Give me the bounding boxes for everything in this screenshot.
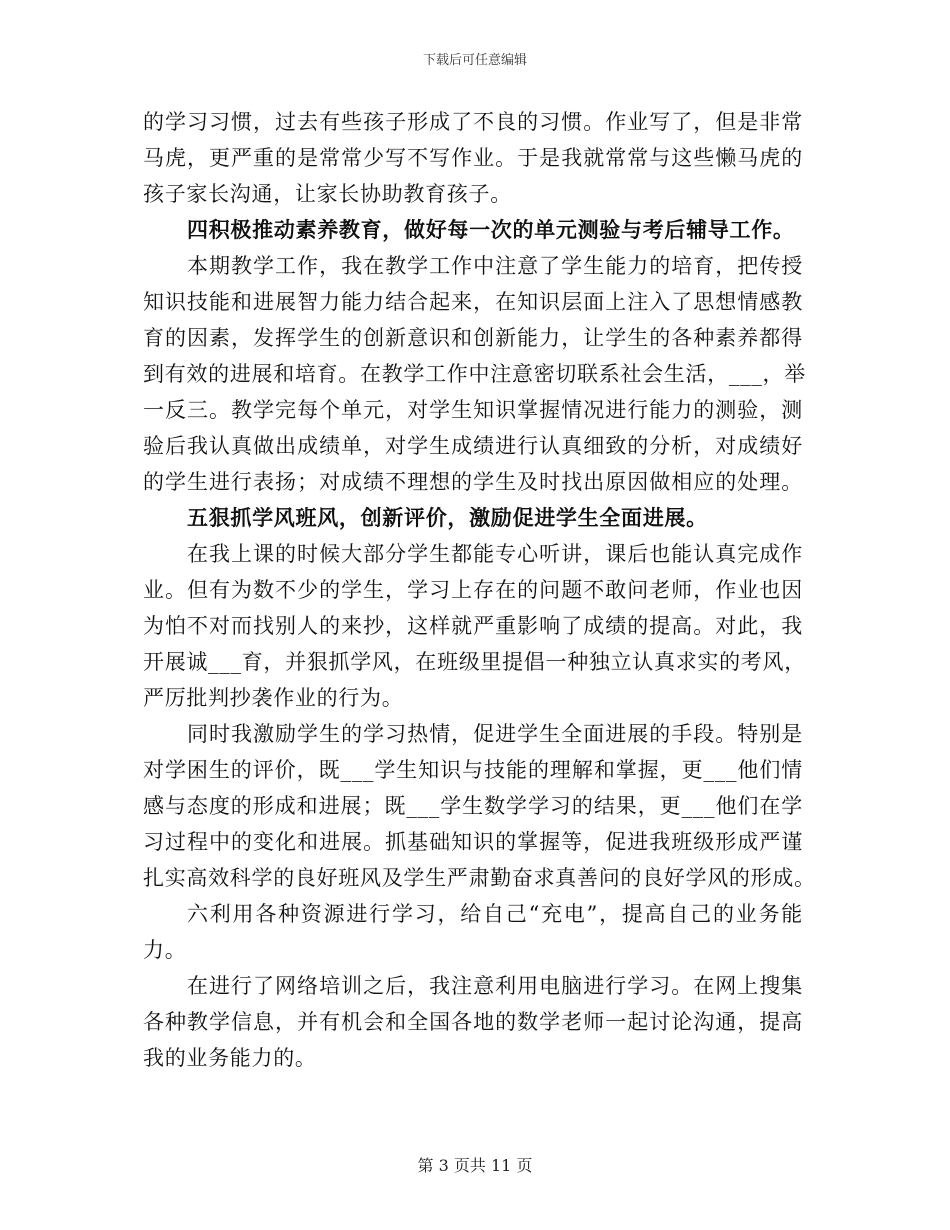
text-line: 业。但有为数不少的学生，学习上存在的问题不敢问老师，作业也因 (143, 578, 803, 602)
section-heading: 四积极推动素养教育，做好每一次的单元测验与考后辅导工作。 (187, 217, 795, 242)
text-line: 感与态度的形成和进展；既___学生数学学习的结果，更___他们在学 (143, 794, 803, 818)
text-line: 同时我激励学生的学习热情，促进学生全面进展的手段。特别是 (187, 722, 803, 746)
text-line: 严厉批判抄袭作业的行为。 (143, 686, 404, 710)
text-line: 马虎，更严重的是常常少写不写作业。于是我就常常与这些懒马虎的 (143, 146, 803, 170)
document-body (143, 104, 816, 1076)
section-heading: 五狠抓学风班风，创新评价，激励促进学生全面进展。 (187, 505, 708, 530)
text-line: 在进行了网络培训之后，我注意利用电脑进行学习。在网上搜集 (187, 974, 803, 998)
text-line: 知识技能和进展智力能力结合起来，在知识层面上注入了思想情感教 (143, 290, 803, 314)
text-line: 开展诚___育，并狠抓学风，在班级里提倡一种独立认真求实的考风， (143, 650, 806, 674)
text-line: 六利用各种资源进行学习，给自己“充电”，提高自己的业务能 (187, 902, 803, 926)
text-line: 对学困生的评价，既___学生知识与技能的理解和掌握，更___他们情 (143, 758, 803, 782)
text-line: 育的因素，发挥学生的创新意识和创新能力，让学生的各种素养都得 (143, 326, 803, 350)
text-line: 习过程中的变化和进展。抓基础知识的掌握等，促进我班级形成严谨 (143, 830, 803, 854)
text-line: 在我上课的时候大部分学生都能专心听讲，课后也能认真完成作 (187, 542, 803, 566)
page-header: 下载后可任意编辑 (422, 53, 527, 68)
text-line: 一反三。教学完每个单元，对学生知识掌握情况进行能力的测验，测 (143, 398, 803, 422)
text-line: 各种教学信息，并有机会和全国各地的数学老师一起讨论沟通，提高 (143, 1010, 803, 1034)
text-line: 的学生进行表扬；对成绩不理想的学生及时找出原因做相应的处理。 (143, 470, 803, 494)
text-line: 力。 (143, 938, 187, 962)
text-line: 为怕不对而找别人的来抄，这样就严重影响了成绩的提高。对此，我 (143, 614, 803, 638)
text-line: 验后我认真做出成绩单，对学生成绩进行认真细致的分析，对成绩好 (143, 434, 803, 458)
text-line: 到有效的进展和培育。在教学工作中注意密切联系社会生活，___，举 (143, 362, 806, 386)
text-line: 的学习习惯，过去有些孩子形成了不良的习惯。作业写了，但是非常 (143, 110, 803, 134)
text-line: 扎实高效科学的良好班风及学生严肃勤奋求真善问的良好学风的形成。 (143, 866, 816, 890)
page-footer: 第 3 页共 11 页 (417, 1156, 533, 1175)
text-line: 本期教学工作，我在教学工作中注意了学生能力的培育，把传授 (187, 254, 803, 278)
text-line: 我的业务能力的。 (143, 1046, 317, 1070)
text-line: 孩子家长沟通，让家长协助教育孩子。 (143, 182, 512, 206)
